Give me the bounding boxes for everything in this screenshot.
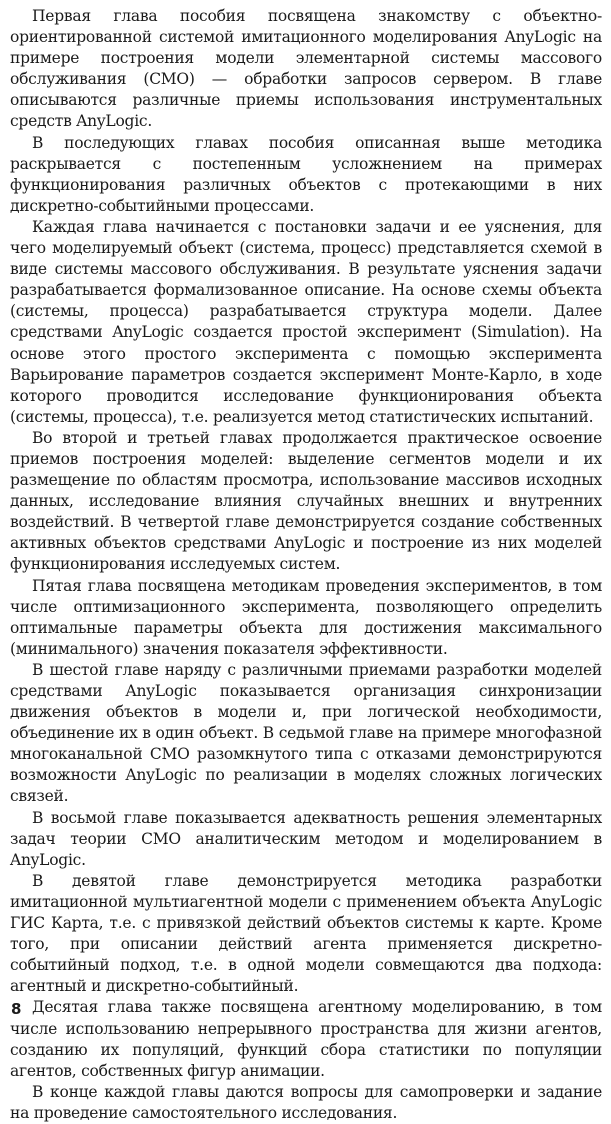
paragraph-chapter-8: В восьмой главе показывается адекватность решения элементарных задач теории СМО аналитическим методом и моделированием в AnyLogic. — [10, 808, 602, 869]
paragraph-chapter-1: Первая глава пособия посвящена знакомству с объектно-ориентированной системой имитационного моделирования AnyLogic на примере построения модели элементарной системы массового обслуживания (СМО) — обработки запросов сервером. В главе описываются различные приемы использования инструментальных средств AnyLogic. — [10, 7, 602, 131]
page-number: 8 — [11, 1000, 22, 1018]
paragraph-chapter-10: Десятая глава также посвящена агентному моделированию, в том числе использованию непрерывного пространства для жизни агентов, созданию их популяций, функций сбора статистики по популяции агентов, собственных фигур анимации. — [10, 998, 602, 1080]
paragraph-chapter-5: Пятая глава посвящена методикам проведения экспериментов, в том числе оптимизационного эксперимента, позволяющего определить оптимальные параметры объекта для достижения максимального (минимального) значения показателя эффективности. — [10, 576, 602, 658]
paragraph-chapter-9: В девятой главе демонстрируется методика разработки имитационной мультиагентной модели с применением объекта AnyLogic ГИС Карта, т.е. с привязкой действий объектов системы к карте. Кроме того, при описании действий агента применяется дискретно-событийный подход, т.е. в одной модели совмещаются два подхода: агентный и дискретно-событийный. — [10, 871, 602, 996]
paragraph-self-check: В конце каждой главы даются вопросы для самопроверки и задание на проведение самостоятельного исследования. — [10, 1082, 602, 1122]
paragraph-chapters-6-7: В шестой главе наряду с различными приемами разработки моделей средствами AnyLogic показывается организация синхронизации движения объектов в модели и, при логической необходимости, объединение их в один объект. В седьмой главе на примере многофазной многоканальной СМО разомкнутого типа с отказами демонстрируются возможности AnyLogic по реализации в моделях сложных логических связей. — [10, 660, 602, 806]
paragraph-chapter-structure: Каждая глава начинается с постановки задачи и ее уяснения, для чего моделируемый объект (система, процесс) представляется схемой в виде системы массового обслуживания. В результате уяснения задачи разрабатывается формализованное описание. На основе схемы объекта (системы, процесса) разрабатывается структура модели. Далее средствами AnyLogic создается простой эксперимент (Simulation). На основе этого простого эксперимента с помощью эксперимента Варьирование параметров создается эксперимент Монте-Карло, в ходе которого проводится исследование функционирования объекта (системы, процесса), т.е. реализуется метод статистических испытаний. — [10, 217, 602, 426]
paragraph-chapters-2-4: Во второй и третьей главах продолжается практическое освоение приемов построения моделей: выделение сегментов модели и их размещение по областям просмотра, использование массивов исходных данных, исследование влияния случайных внешних и внутренних воздействий. В четвертой главе демонстрируется создание собственных активных объектов средствами AnyLogic и построение из них моделей функционирования исследуемых систем. — [10, 428, 602, 574]
paragraph-subsequent-chapters: В последующих главах пособия описанная выше методика раскрывается с постепенным усложнением на примерах функционирования различных объектов с протекающими в них дискретно-событийными процессами. — [10, 133, 602, 215]
document-page — [10, 6, 602, 1122]
